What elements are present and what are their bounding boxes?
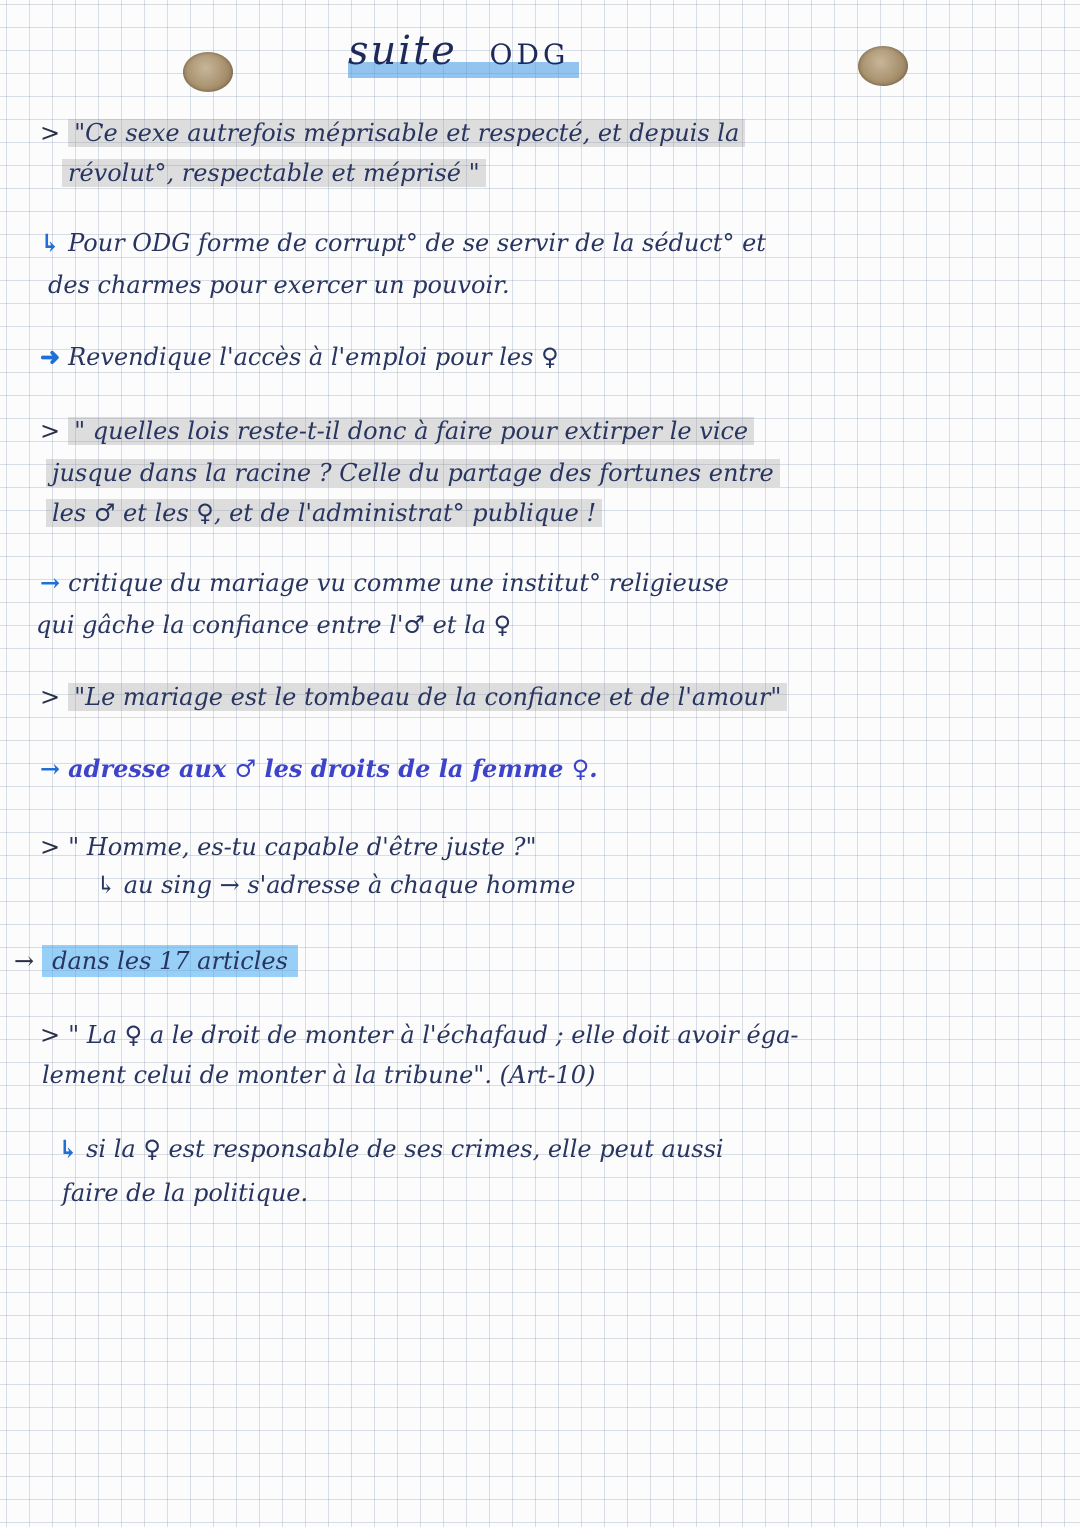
note-4-marker: → — [40, 568, 61, 597]
quote-text: " La ♀ a le droit de monter à l'échafaud ; elle doit avoir éga- — [68, 1021, 799, 1049]
title-sub: ODG — [489, 38, 570, 71]
note-6-marker: → — [40, 754, 61, 783]
note-text: faire de la politique. — [62, 1179, 309, 1207]
note-8-line-1 — [14, 940, 1014, 982]
note-1-line-1 — [40, 222, 1040, 264]
quote-text: " Homme, es-tu capable d'être juste ?" — [68, 833, 537, 861]
note-text: des charmes pour exercer un pouvoir. — [48, 271, 510, 299]
note-4-line-2 — [36, 604, 1036, 646]
note-10-line-1 — [58, 1128, 1058, 1170]
quote-text: lement celui de monter à la tribune". (Art-10) — [42, 1061, 596, 1089]
note-1-line-2 — [48, 264, 1048, 306]
note-10-line-2 — [62, 1172, 1062, 1214]
note-10-marker: ↳ — [58, 1134, 79, 1163]
note-5-marker: > — [40, 683, 61, 711]
note-3-marker: > — [40, 417, 61, 445]
note-text: si la ♀ est responsable de ses crimes, elle peut aussi — [86, 1135, 724, 1163]
punch-hole-left — [183, 52, 233, 92]
quote-text: "Ce sexe autrefois méprisable et respecté, et depuis la — [68, 119, 745, 147]
note-9-line-1 — [40, 1014, 1040, 1056]
title-main: suite — [348, 28, 457, 74]
quote-text: révolut°, respectable et méprisé " — [62, 159, 486, 187]
quote-text: "Le mariage est le tombeau de la confiance et de l'amour" — [68, 683, 787, 711]
note-0-line-2 — [62, 152, 1062, 194]
punch-hole-right — [858, 46, 908, 86]
quote-text: les ♂ et les ♀, et de l'administrat° publique ! — [46, 499, 602, 527]
note-text: qui gâche la confiance entre l'♂ et la ♀ — [36, 611, 512, 639]
note-text: Pour ODG forme de corrupt° de se servir de la séduct° et — [68, 229, 766, 257]
note-6-line-1 — [40, 748, 1040, 790]
note-text-emphasis: adresse aux ♂ les droits de la femme ♀. — [68, 754, 598, 783]
note-9-line-2 — [42, 1054, 1042, 1096]
note-0-line-1 — [40, 112, 1040, 154]
note-text: ↳ au sing → s'adresse à chaque homme — [96, 871, 576, 899]
note-1-marker: ↳ — [40, 228, 61, 257]
note-3-line-2 — [46, 452, 1046, 494]
note-text: Revendique l'accès à l'emploi pour les ♀ — [68, 343, 559, 371]
note-5-line-1 — [40, 676, 1040, 718]
page-title — [348, 28, 569, 74]
note-7-line-1 — [40, 826, 1040, 868]
note-2-marker: ➜ — [40, 342, 61, 371]
note-9-marker: > — [40, 1021, 61, 1049]
quote-text: " quelles lois reste-t-il donc à faire pour extirper le vice — [68, 417, 754, 445]
quote-text: jusque dans la racine ? Celle du partage des fortunes entre — [46, 459, 780, 487]
note-2-line-1 — [40, 336, 1040, 378]
note-8-marker: → — [14, 947, 35, 975]
note-7-marker: > — [40, 833, 61, 861]
note-3-line-1 — [40, 410, 1040, 452]
note-text: critique du mariage vu comme une institut° religieuse — [68, 569, 729, 597]
note-7-line-2 — [96, 864, 1080, 906]
note-0-marker: > — [40, 119, 61, 147]
note-3-line-3 — [46, 492, 1046, 534]
note-4-line-1 — [40, 562, 1040, 604]
highlighted-text: dans les 17 articles — [42, 945, 298, 977]
